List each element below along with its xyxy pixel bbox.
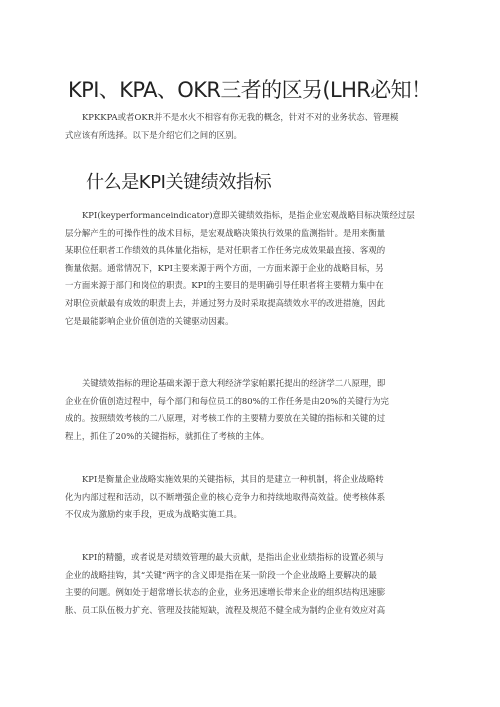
body-paragraph-essence: KPI的精髓，或者说是对绩效管理的最大贡献，是指出企业业绩指标的设置必须与 企业的战略挂钩，其“关键”两字的含义即是指在某一阶段一个企业战略上要解决的最 主要的问题。例如处于超常增长状态的企业，业务迅速增长带来企业的组织结构迅速膨 胀、员工队伍极力扩充、管理及技能短缺，流程及规范不健全成为制约企业有效应对高 — [65, 552, 386, 615]
document-title: KPI、KPA、OKR三者的区另(LHR必知！ — [68, 78, 432, 102]
body-paragraph-pareto: 关键绩效指标的理论基础来源于意大利经济学家帕累托提出的经济学二八原理，即 企业在价值创造过程中，每个部门和每位员工的80%的工作任务是由20%的关键行为完 成的。按照绩效考核的二八原理，对考核工作的主要精力要放在关键的指标和关键的过 程上，抓住了20%的关键指标，就抓住了考核的主体。 — [65, 378, 389, 441]
section-heading-kpi: 什么是KPI关键绩效指标 — [86, 172, 272, 193]
body-paragraph-definition: KPI(keyperformanceindicator)意即关键绩效指标，是指企业宏观战略目标决策经过层 层分解产生的可操作性的战术目标，是宏观战略决策执行效果的监测指针。是用来衡量 某职位任职者工作绩效的具体量化指标，是对任职者工作任务完成效果最直接、客观的 衡量依据。通常情况下，KPI主要来源于两个方面，一方面来源于企业的战略目标，另 一方面来源于部门和岗位的职责。KPI的主要目的是明确引导任职者将主要精力集中在 对职位贡献最有成效的职责上去，并通过努力及时采取提高绩效水平的改进措施，因此 它是最能影响企业价值创造的关键驱动因素。 — [65, 210, 415, 326]
intro-paragraph: KPKKPA或者OKR并不是水火不相容有你无我的概念，针对不对的业务状态、管理模 式应该有所选择。以下是介绍它们之间的区别。 — [65, 112, 399, 140]
body-paragraph-strategy: KPI是衡量企业战略实施效果的关键指标，其目的是建立一种机制，将企业战略转 化为内部过程和活动，以不断增强企业的核心竞争力和持续地取得高效益。使考核体系 不仅成为激励约束手段，更成为战略实施工具。 — [65, 474, 386, 520]
